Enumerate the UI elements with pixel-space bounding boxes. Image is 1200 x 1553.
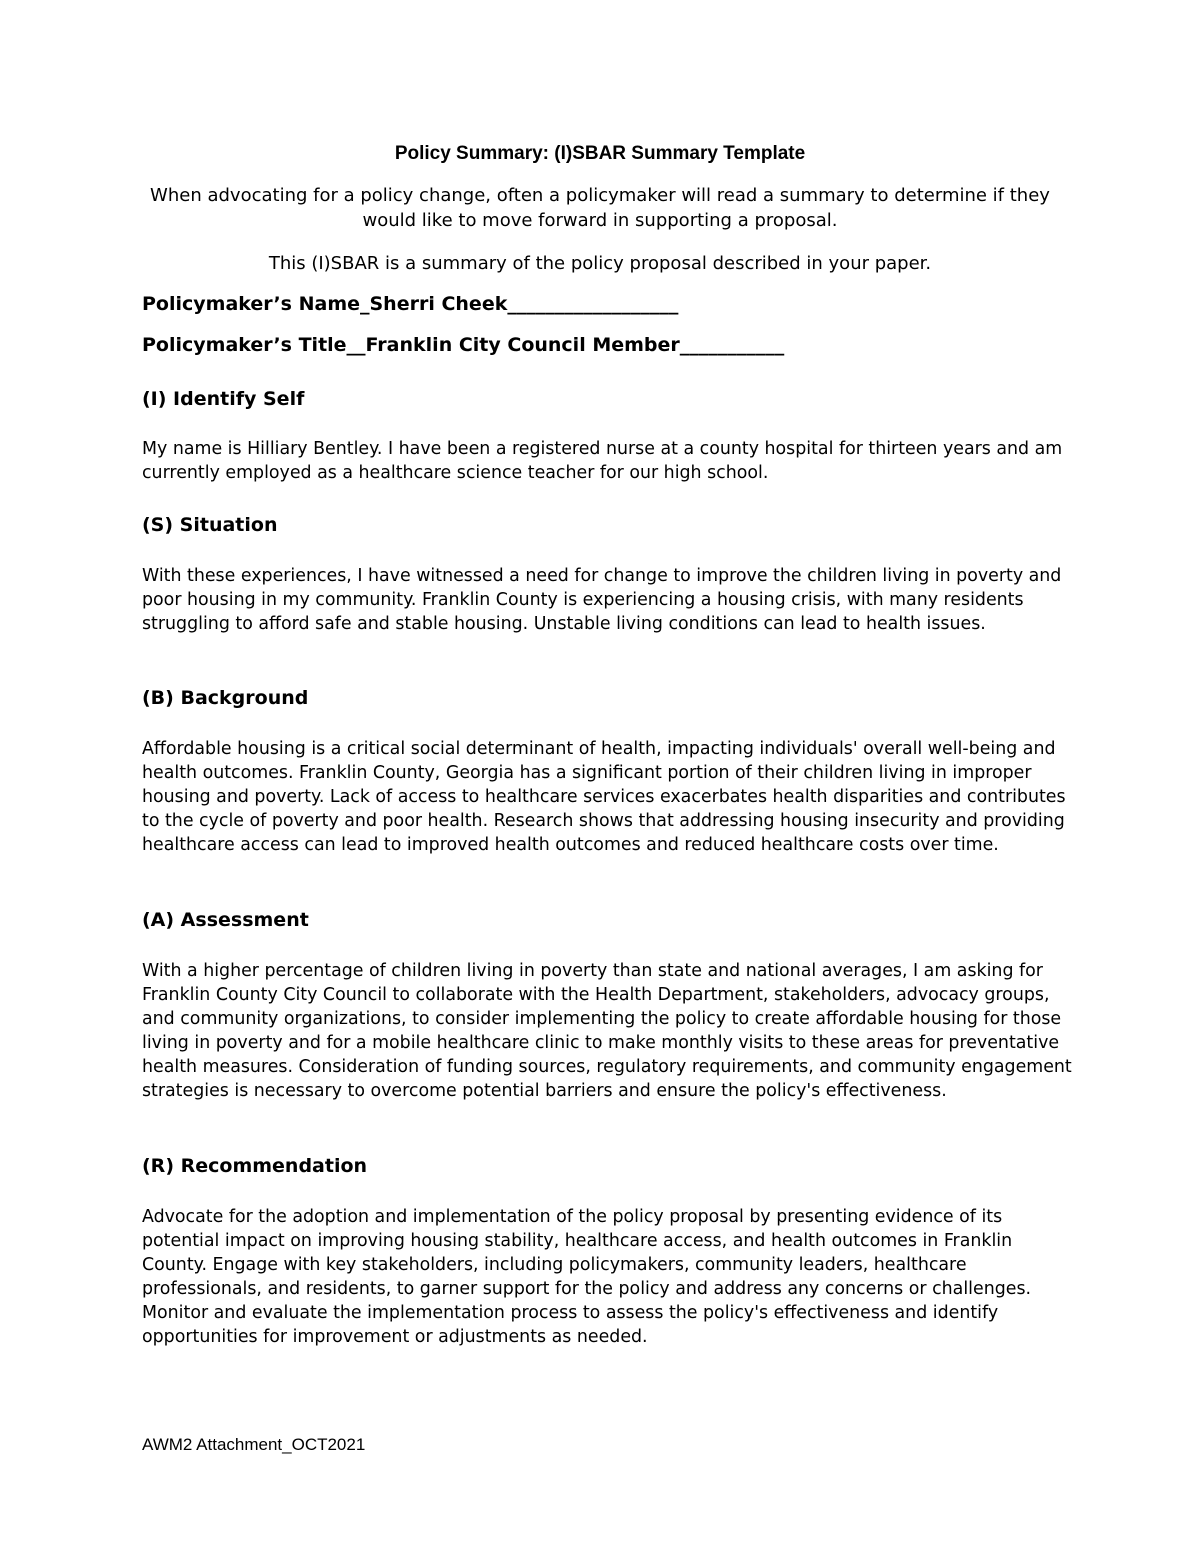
assessment-body: With a higher percentage of children living in poverty than state and national averages, I am asking for Franklin County City Council to collaborate with the Health Department, stakeholders, advocacy groups, and community organizations, to consider implementing the policy to create affordable housing for those living in poverty and for a mobile healthcare clinic to make monthly visits to these areas for preventative health measures. Consideration of funding sources, regulatory requirements, and community engagement strategies is necessary to overcome potential barriers and ensure the policy's effectiveness. (142, 961, 1072, 1101)
summary-note: This (I)SBAR is a summary of the policy proposal described in your paper. (268, 253, 932, 274)
situation-body: With these experiences, I have witnessed a need for change to improve the children living in poverty and poor housing in my community. Franklin County is experiencing a housing crisis, with many residents struggling to afford safe and stable housing. Unstable living conditions can lead to health issues. (142, 566, 1062, 634)
policymaker-title-line: Policymaker’s Title__Franklin City Council Member___________ (142, 334, 785, 356)
identify-body: My name is Hilliary Bentley. I have been a registered nurse at a county hospital for thirteen years and am currently employed as a healthcare science teacher for our high school. (142, 439, 1063, 483)
recommendation-heading: (R) Recommendation (142, 1155, 368, 1177)
policymaker-name-line: Policymaker’s Name_Sherri Cheek__________________ (142, 293, 679, 315)
intro-paragraph: When advocating for a policy change, often a policymaker will read a summary to determine if they would like to move forward in supporting a proposal. (150, 185, 1050, 231)
identify-heading: (I) Identify Self (142, 388, 305, 410)
assessment-heading: (A) Assessment (142, 909, 309, 931)
background-body: Affordable housing is a critical social determinant of health, impacting individuals' overall well-being and health outcomes. Franklin County, Georgia has a significant portion of their children living in improper housing and poverty. Lack of access to healthcare services exacerbates health disparities and contributes to the cycle of poverty and poor health. Research shows that addressing housing insecurity and providing healthcare access can lead to improved health outcomes and reduced healthcare costs over time. (142, 739, 1066, 855)
document-footer: AWM2 Attachment_OCT2021 (142, 1435, 366, 1454)
recommendation-body: Advocate for the adoption and implementation of the policy proposal by presenting evidence of its potential impact on improving housing stability, healthcare access, and health outcomes in Franklin County. Engage with key stakeholders, including policymakers, community leaders, healthcare professionals, and residents, to garner support for the policy and address any concerns or challenges. Monitor and evaluate the implementation process to assess the policy's effectiveness and identify opportunities for improvement or adjustments as needed. (142, 1207, 1032, 1347)
background-heading: (B) Background (142, 687, 309, 709)
document-title: Policy Summary: (I)SBAR Summary Template (394, 143, 806, 164)
situation-heading: (S) Situation (142, 514, 278, 536)
